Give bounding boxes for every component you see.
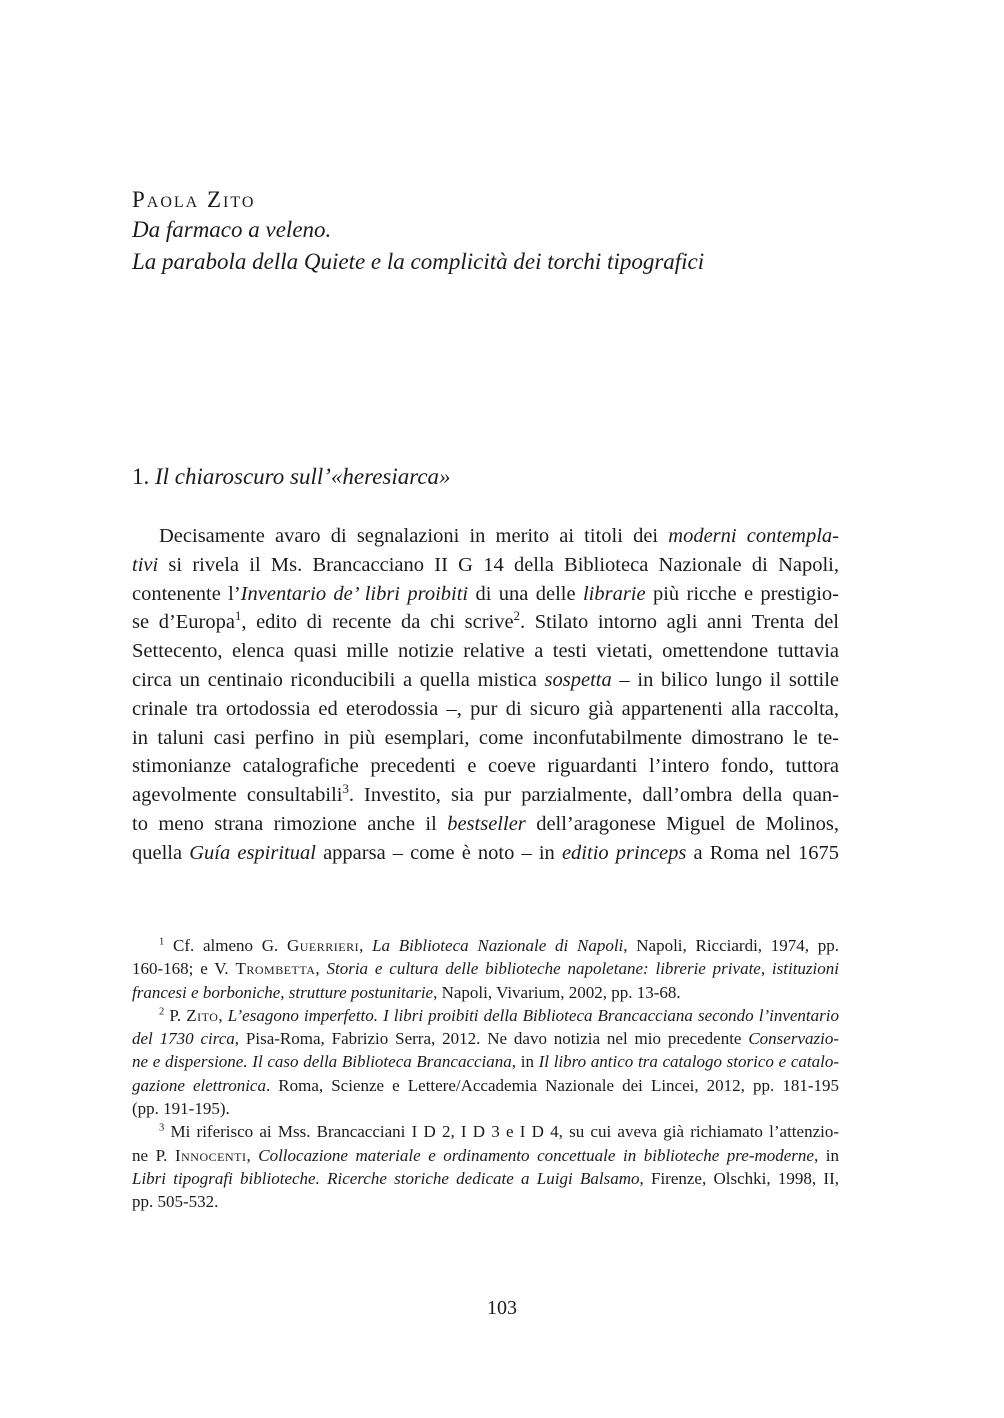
footnote-line: ne e dispersione. Il caso della Biblioteca Brancacciana, in Il libro antico tra catalogo storico e catalo- [132,1052,839,1072]
text-line: crinale tra ortodossia ed eterodossia –, pur di sicuro già appartenenti alla raccolta, [132,697,839,720]
footnote-line: 160-168; e V. Trombetta, Storia e cultura delle biblioteche napoletane: librerie private, istituzioni [132,959,839,979]
footnotes [132,934,839,1214]
footnote-line: Libri tipografi biblioteche. Ricerche storiche dedicate a Luigi Balsamo, Firenze, Olschki, 1998, II, [132,1168,839,1188]
title-line: La parabola della Quiete e la complicità dei torchi tipografici [132,249,705,274]
page-number: 103 [487,1297,517,1319]
author-name: Paola Zito [132,187,256,212]
footnote-1: $^1$ Cf. almeno G. Guerrieri, La Biblioteca Nazionale di Napoli, Napoli, Ricciardi, 1974, pp. [159,936,839,955]
footnote-line: pp. 505-532. [132,1192,219,1212]
text-line: contenente l’Inventario de’ libri proibiti di una delle librarie più ricche e prestigio- [132,582,839,605]
section-heading [132,462,451,492]
footnote-line: francesi e borboniche, strutture postunitarie, Napoli, Vivarium, 2002, pp. 13-68. [132,982,681,1002]
footnote-ref: 3 [342,782,349,797]
body-paragraph [132,522,839,868]
footnote-ref: 2 [513,609,520,624]
footnote-line: ne P. Innocenti, Collocazione materiale e ordinamento concettuale in biblioteche pre-moderne, in [132,1145,839,1165]
section-title: Il chiaroscuro sull’«heresiarca» [155,464,451,489]
text-line: Decisamente avaro di segnalazioni in merito ai titoli dei moderni contempla- [159,525,839,547]
title-line: Da farmaco a veleno. [132,217,332,242]
text-line: quella Guía espiritual apparsa – come è noto – in editio princeps a Roma nel 1675 [132,841,839,864]
text-line: circa un centinaio riconducibili a quella mistica sospetta – in bilico lungo il sottile [132,668,839,691]
text-line: in taluni casi perfino in più esemplari, come inconfutabilmente dimostrano le te- [132,726,839,749]
footnote-line: gazione elettronica. Roma, Scienze e Lettere/Accademia Nazionale dei Lincei, 2012, pp. 181-195 [132,1075,839,1095]
article-title [132,214,704,278]
footnote-3: $^3$ Mi riferisco ai Mss. Brancacciani I D 2, I D 3 e I D 4, su cui aveva già richiamato l’attenzio- [159,1122,839,1142]
footnote-ref: 1 [234,609,242,624]
text-line: Settecento, elenca quasi mille notizie relative a testi vietati, omettendone tuttavia [132,640,839,663]
text-line: agevolmente consultabili$^3$. Investito, sia pur parzialmente, dall’ombra della quan- [132,782,839,807]
text-line: se d’Europa$^1$, edito di recente da chi scrive$^2$. Stilato intorno agli anni Trenta del [132,609,839,634]
footnote-line: del 1730 circa, Pisa-Roma, Fabrizio Serra, 2012. Ne davo notizia nel mio precedente Conservazio- [132,1029,839,1049]
footnote-line: (pp. 191-195). [132,1099,230,1119]
footnote-2: $^2$ P. Zito, L’esagono imperfetto. I libri proibiti della Biblioteca Brancacciana secondo l’inventario [159,1005,839,1025]
text-line: tivi si rivela il Ms. Brancacciano II G 14 della Biblioteca Nazionale di Napoli, [132,553,839,576]
text-line: stimonianze catalografiche precedenti e coeve riguardanti l’intero fondo, tuttora [132,755,839,778]
text-line: to meno strana rimozione anche il bestseller dell’aragonese Miguel de Molinos, [132,812,839,835]
section-number: 1. [132,464,150,489]
